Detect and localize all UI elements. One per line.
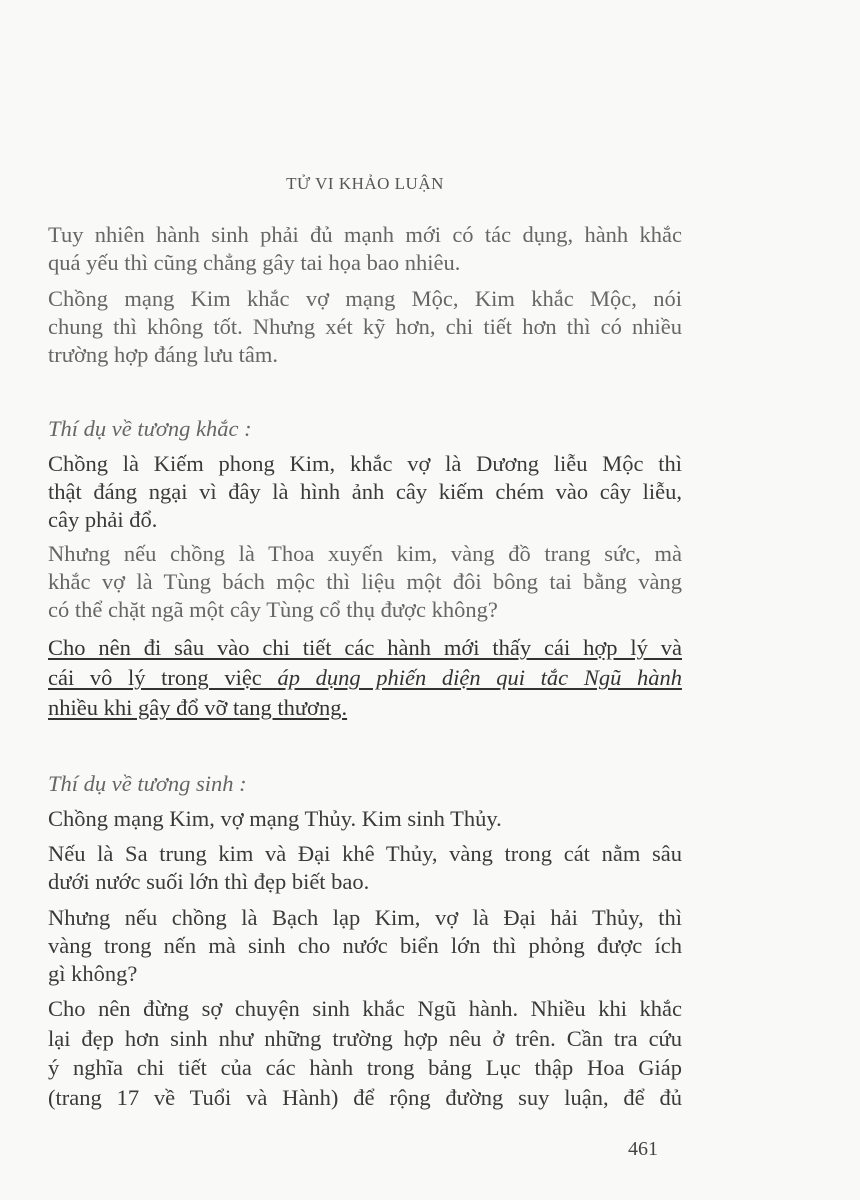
text-line: [48, 693, 682, 723]
text-line: cây phải đổ.: [48, 507, 158, 532]
text-line: Chồng là Kiếm phong Kim, khắc vợ là Dương liễu Mộc thì: [48, 451, 682, 476]
text-line: gì không?: [48, 961, 138, 986]
emphasized-text: áp dụng phiến diện qui tắc Ngũ hành: [277, 665, 682, 690]
section-heading: Thí dụ về tương khắc :: [48, 416, 252, 441]
text-line: lại đẹp hơn sinh như những trường hợp nêu ở trên. Cần tra cứu: [48, 1026, 682, 1051]
text-line: khắc vợ là Tùng bách mộc thì liệu một đôi bông tai bằng vàng: [48, 569, 682, 594]
text-line: Chồng mạng Kim, vợ mạng Thủy. Kim sinh Thủy.: [48, 806, 502, 831]
text-line: Chồng mạng Kim khắc vợ mạng Mộc, Kim khắc Mộc, nói: [48, 286, 682, 311]
text-line: ý nghĩa chi tiết của các hành trong bảng Lục thập Hoa Giáp: [48, 1055, 682, 1080]
text-line: có thể chặt ngã một cây Tùng cổ thụ được không?: [48, 597, 498, 622]
text-line: Cho nên đi sâu vào chi tiết các hành mới thấy cái hợp lý và: [48, 635, 682, 660]
text-line: vàng trong nến mà sinh cho nước biển lớn thì phỏng được ích: [48, 933, 682, 958]
text-line: Cho nên đừng sợ chuyện sinh khắc Ngũ hành. Nhiều khi khắc: [48, 996, 682, 1021]
text-line: dưới nước suối lớn thì đẹp biết bao.: [48, 869, 370, 894]
text-line: (trang 17 về Tuổi và Hành) để rộng đường suy luận, để đủ: [48, 1085, 682, 1110]
text-segment: cái vô lý trong việc: [48, 665, 278, 690]
section-heading: Thí dụ về tương sinh :: [48, 771, 247, 796]
text-line: [48, 663, 682, 693]
text-line: Nhưng nếu chồng là Bạch lạp Kim, vợ là Đại hải Thủy, thì: [48, 905, 682, 930]
page-number: 461: [628, 1138, 658, 1160]
text-line: thật đáng ngại vì đây là hình ảnh cây kiếm chém vào cây liễu,: [48, 479, 682, 504]
text-line: Nhưng nếu chồng là Thoa xuyến kim, vàng đồ trang sức, mà: [48, 541, 682, 566]
running-header: TỬ VI KHẢO LUẬN: [286, 174, 444, 193]
text-line: Tuy nhiên hành sinh phải đủ mạnh mới có tác dụng, hành khắc: [48, 222, 682, 247]
text-line: quá yếu thì cũng chẳng gây tai họa bao nhiêu.: [48, 250, 461, 275]
text-line: trường hợp đáng lưu tâm.: [48, 342, 279, 367]
text-segment: nhiều khi gây đổ vỡ tang thương.: [48, 695, 348, 720]
text-line: chung thì không tốt. Nhưng xét kỹ hơn, chi tiết hơn thì có nhiều: [48, 314, 682, 339]
text-line: Nếu là Sa trung kim và Đại khê Thủy, vàng trong cát nằm sâu: [48, 841, 682, 866]
